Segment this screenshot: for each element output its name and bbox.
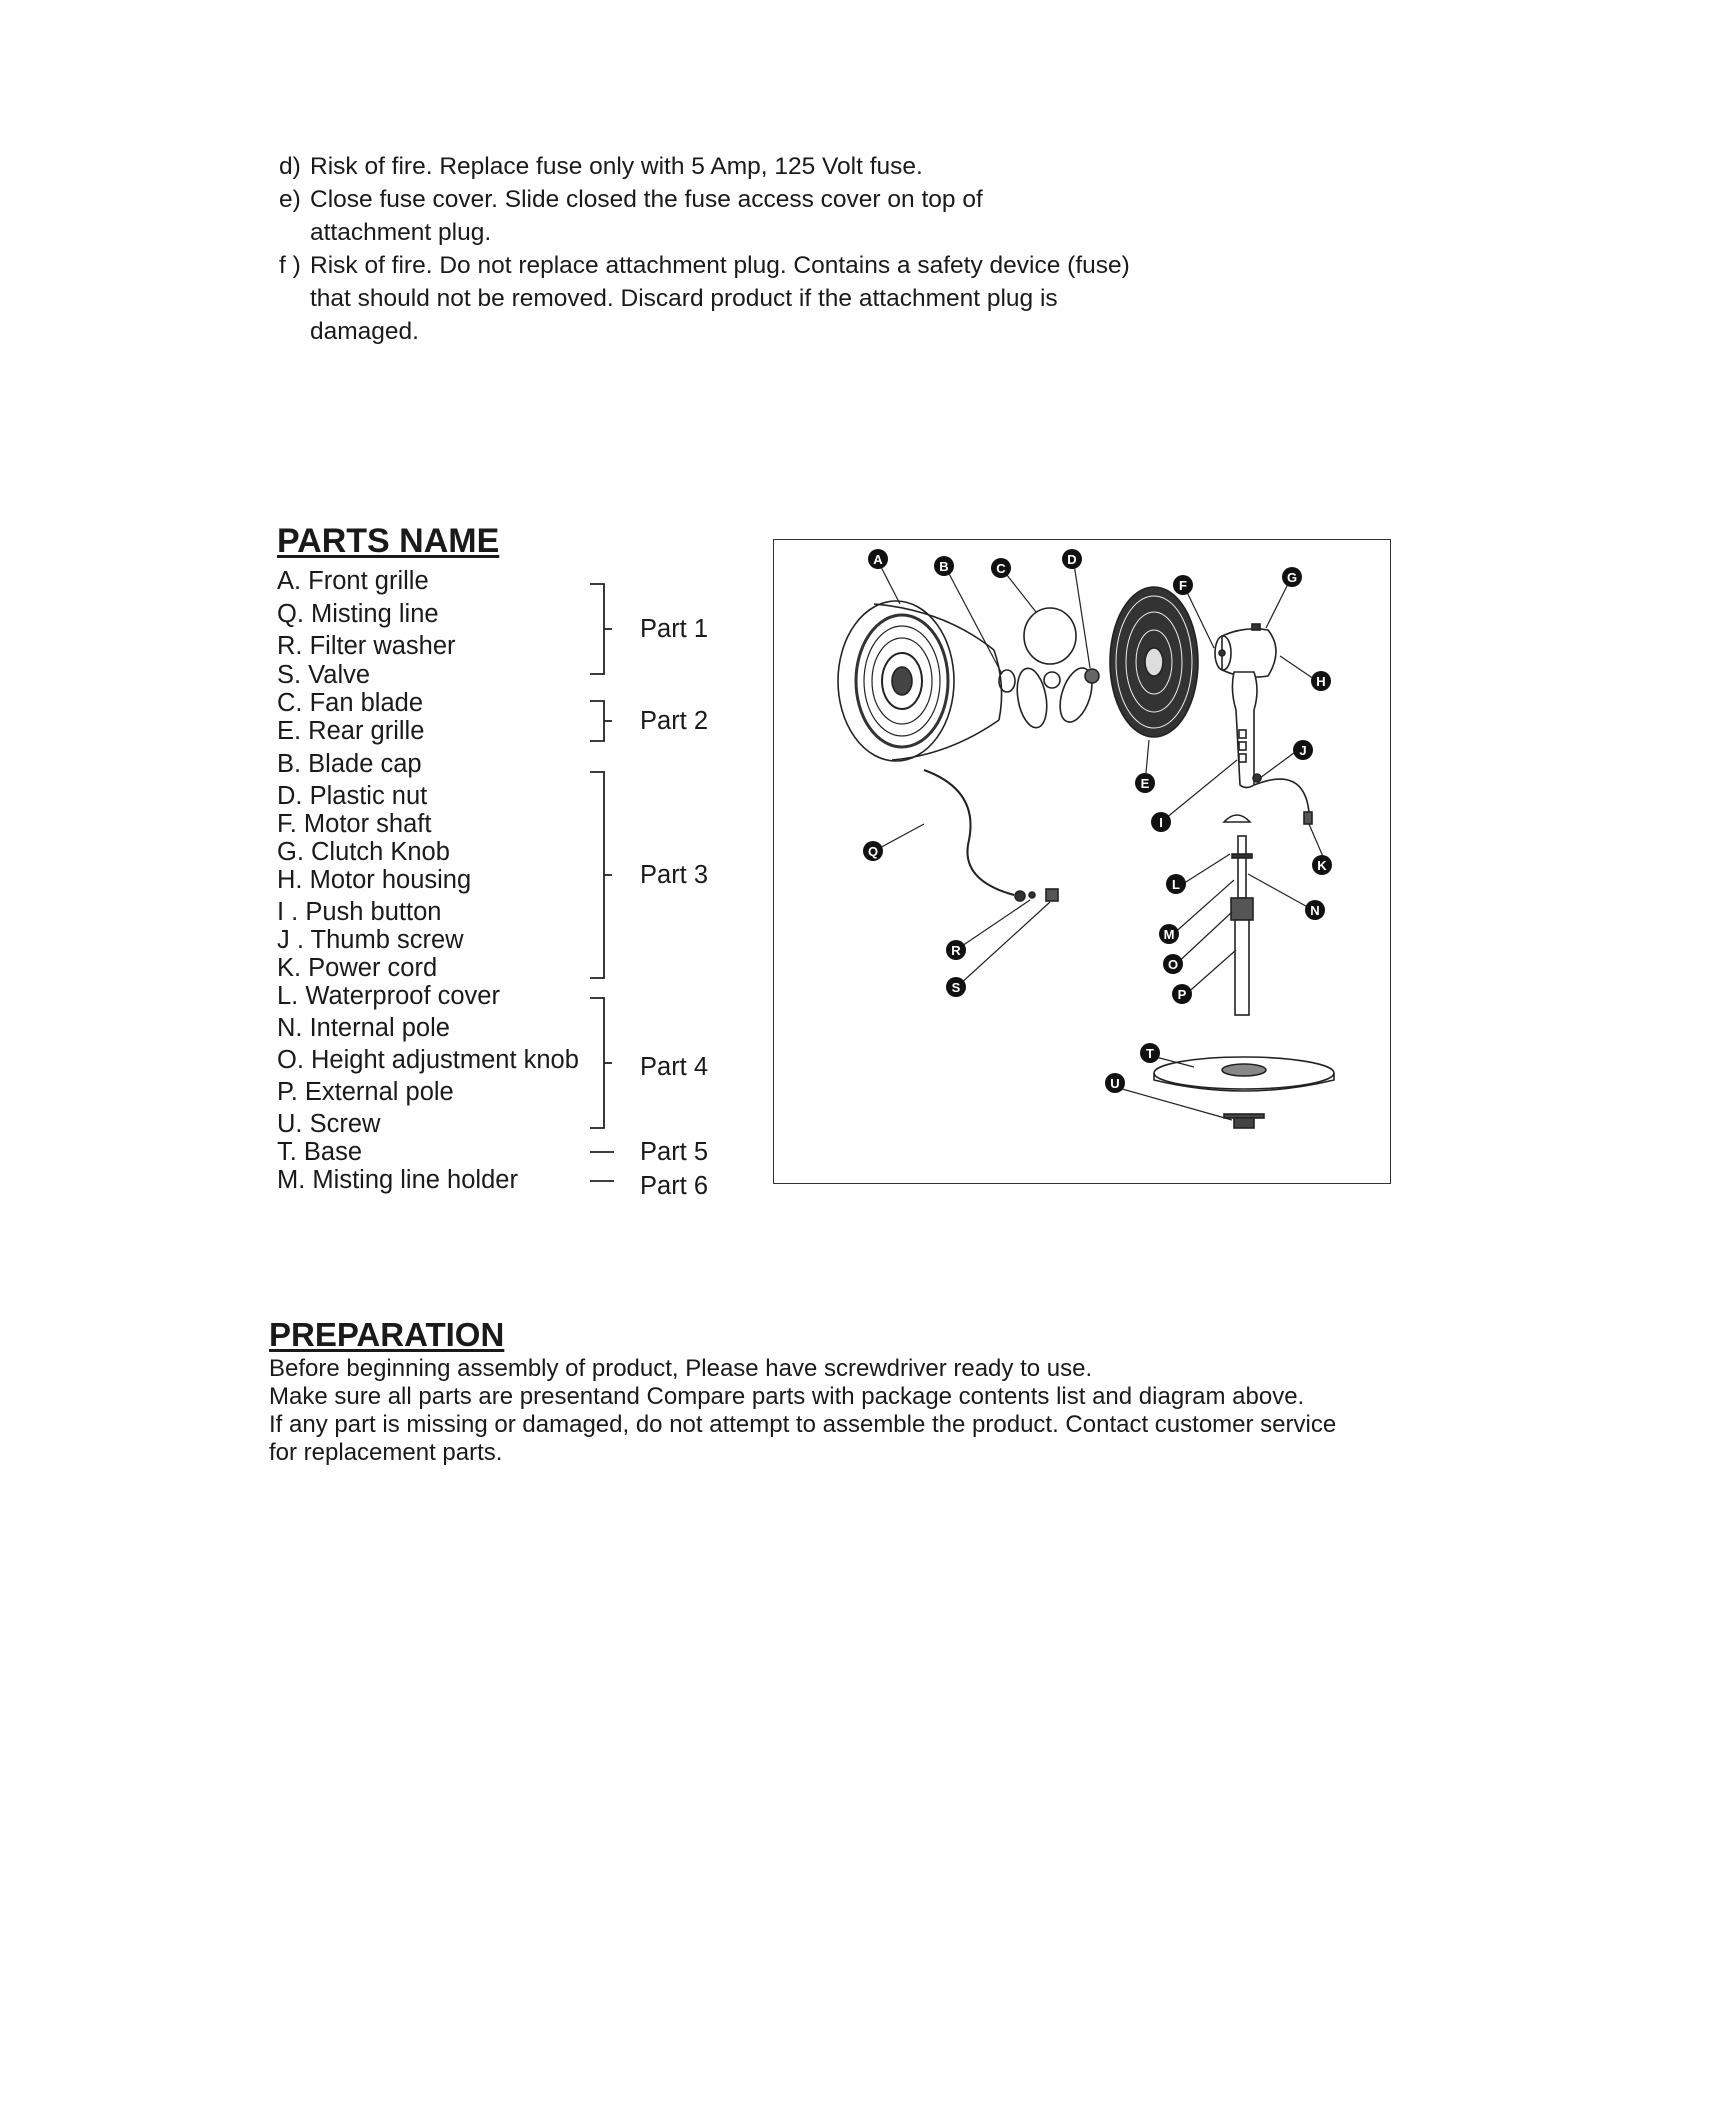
misting-line-shape (924, 770, 1014, 895)
warning-marker: e) (279, 186, 301, 213)
callout-g-marker (1282, 567, 1302, 587)
part-item: N. Internal pole (277, 1014, 450, 1042)
callout-o-marker (1163, 954, 1183, 974)
height-knob-shape (1231, 898, 1253, 920)
internal-pole-shape (1238, 836, 1246, 898)
exploded-fan-diagram (773, 539, 1391, 1184)
callout-label: G (1286, 570, 1298, 585)
callout-l-marker (1166, 874, 1186, 894)
callout-label: A (873, 552, 883, 567)
part-item: O. Height adjustment knob (277, 1046, 579, 1074)
callout-h-marker (1311, 671, 1331, 691)
preparation-line: Make sure all parts are presentand Compare parts with package contents list and diagram above. (269, 1383, 1305, 1410)
preparation-line: If any part is missing or damaged, do not attempt to assemble the product. Contact customer service (269, 1411, 1337, 1438)
callout-r-marker (946, 940, 966, 960)
callout-u-marker (1105, 1073, 1125, 1093)
part-item: C. Fan blade (277, 689, 424, 717)
external-pole-shape (1235, 920, 1249, 1015)
part-item: F. Motor shaft (277, 810, 432, 838)
part-group-label: Part 2 (640, 707, 709, 735)
fan-blade-shape (1013, 608, 1098, 730)
part-item: Q. Misting line (277, 600, 439, 628)
part-group-braces (0, 0, 700, 1200)
callout-label: D (1067, 552, 1077, 567)
part-item: I . Push button (277, 898, 442, 926)
preparation-title: PREPARATION (269, 1316, 505, 1353)
callout-label: L (1172, 877, 1180, 892)
part-item: H. Motor housing (277, 866, 472, 894)
part-item: B. Blade cap (277, 750, 422, 778)
part-item: L. Waterproof cover (277, 982, 500, 1010)
part-item: E. Rear grille (277, 717, 425, 745)
parts-name-title: PARTS NAME (277, 522, 500, 560)
preparation-line: for replacement parts. (269, 1439, 503, 1466)
callout-n-marker (1305, 900, 1325, 920)
preparation-text (269, 1355, 1469, 1467)
warning-text: Risk of fire. Replace fuse only with 5 Amp, 125 Volt fuse. (310, 153, 923, 180)
callout-e-marker (1135, 773, 1155, 793)
callout-d-marker (1062, 549, 1082, 569)
callout-label: U (1110, 1076, 1120, 1091)
callout-c-marker (991, 558, 1011, 578)
part-group-label: Part 6 (640, 1172, 709, 1200)
part-item: S. Valve (277, 661, 371, 689)
warning-marker: f ) (279, 252, 301, 279)
callout-label: N (1310, 903, 1320, 918)
callout-label: M (1163, 927, 1175, 942)
waterproof-cover-shape (1224, 815, 1250, 822)
callout-label: S (951, 980, 961, 995)
callout-label: B (939, 559, 949, 574)
part-group-label: Part 1 (640, 615, 709, 643)
part-group-label: Part 5 (640, 1138, 709, 1166)
callout-label: J (1299, 743, 1307, 758)
base-shape (1154, 1057, 1334, 1091)
part-item: K. Power cord (277, 954, 438, 982)
plastic-nut-shape (1085, 669, 1099, 683)
callout-k-marker (1312, 855, 1332, 875)
callout-m-marker (1159, 924, 1179, 944)
warning-marker: d) (279, 153, 301, 180)
part-item: U. Screw (277, 1110, 381, 1138)
part-item: M. Misting line holder (277, 1166, 518, 1194)
part-item: G. Clutch Knob (277, 838, 450, 866)
callout-label: K (1317, 858, 1327, 873)
warning-text: Risk of fire. Do not replace attachment plug. Contains a safety device (fuse) that should not be removed. Discard product if the attachment plug is damaged. (310, 252, 1130, 345)
part-item: D. Plastic nut (277, 782, 428, 810)
callout-label: T (1146, 1046, 1154, 1061)
part-item: P. External pole (277, 1078, 454, 1106)
callout-a-marker (868, 549, 888, 569)
callout-label: O (1167, 957, 1179, 972)
callout-label: R (951, 943, 961, 958)
callout-label: F (1179, 578, 1187, 593)
motor-housing-shape (1215, 624, 1312, 824)
fan-drawing (774, 540, 1392, 1185)
part-item: R. Filter washer (277, 632, 456, 660)
callout-f-marker (1173, 575, 1193, 595)
callout-q-marker (863, 841, 883, 861)
part-item: T. Base (277, 1138, 363, 1166)
callout-s-marker (946, 977, 966, 997)
part-group-label: Part 4 (640, 1053, 709, 1081)
part-item: A. Front grille (277, 567, 429, 595)
callout-t-marker (1140, 1043, 1160, 1063)
part-group-label: Part 3 (640, 861, 709, 889)
callout-label: Q (867, 844, 879, 859)
callout-label: C (996, 561, 1006, 576)
callout-label: E (1140, 776, 1150, 791)
callout-label: P (1177, 987, 1187, 1002)
callout-j-marker (1293, 740, 1313, 760)
callout-i-marker (1151, 812, 1171, 832)
warning-text: Close fuse cover. Slide closed the fuse access cover on top of attachment plug. (310, 186, 983, 246)
preparation-line: Before beginning assembly of product, Please have screwdriver ready to use. (269, 1355, 1093, 1382)
callout-p-marker (1172, 984, 1192, 1004)
callout-b-marker (934, 556, 954, 576)
callout-label: H (1316, 674, 1326, 689)
callout-label: I (1159, 815, 1163, 830)
part-item: J . Thumb screw (277, 926, 464, 954)
